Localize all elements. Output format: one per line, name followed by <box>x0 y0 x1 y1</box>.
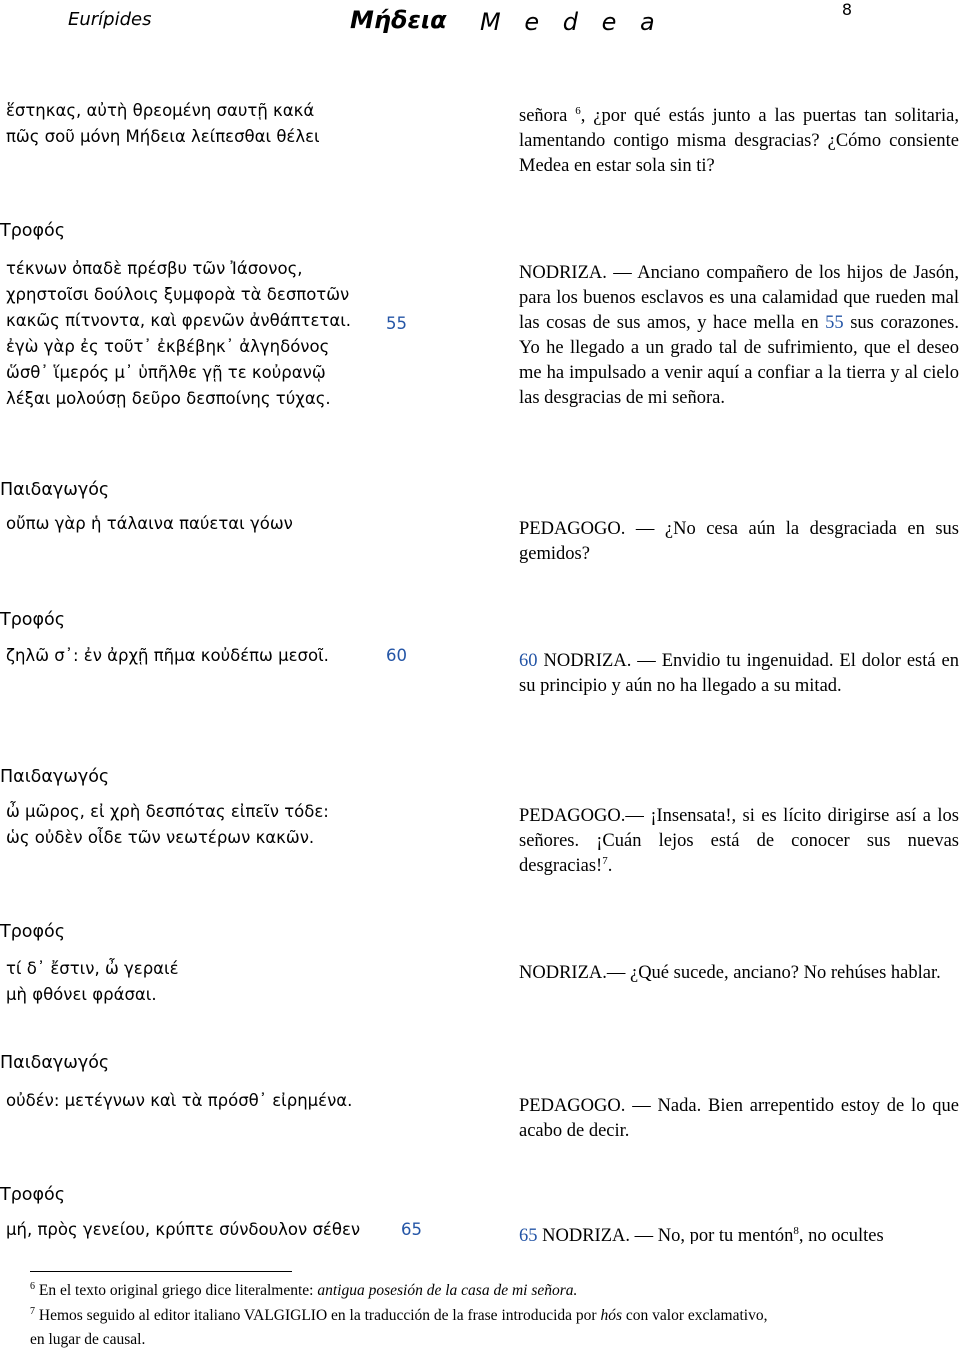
greek-line: ὦ μῶρος, εἰ χρὴ δεσπότας εἰπεῖν τόδε: <box>6 802 329 821</box>
translation-text: NODRIZA. — Anciano compañero de los hijos de Jasón, para los buenos esclavos es una calamidad que rueden mal las cosas de sus amos, y hace mella en <box>519 263 959 333</box>
translation-paragraph <box>519 804 959 879</box>
speaker-label: Παιδαγωγός <box>0 480 110 500</box>
line-number: 60 <box>386 646 407 665</box>
translation-text: sus corazones. Yo he llegado a un grado tal de sufrimiento, que el deseo me ha impulsado a venir aquí a confiar a la tierra y al cielo las desgracias de mi señora. <box>519 313 959 408</box>
greek-line: μὴ φθόνει φράσαι. <box>6 985 157 1004</box>
greek-text <box>6 799 329 851</box>
greek-line: ἕστηκας, αὐτὴ θρεομένη σαυτῇ κακά <box>6 101 315 120</box>
translation-text: PEDAGOGO.— ¡Insensata!, si es lícito dirigirse así a los señores. ¡Cuán lejos está de conocer sus nuevas desgracias! <box>519 806 959 876</box>
translation-paragraph-cut <box>519 1224 960 1244</box>
line-number: 55 <box>386 314 407 333</box>
footnote-ref: 6 <box>575 104 581 117</box>
line-number: 65 <box>519 1226 538 1244</box>
greek-line: ὥσθ᾽ ἵμερός μ᾽ ὑπῆλθε γῇ τε κοὐρανῷ <box>6 363 326 382</box>
greek-line: ζηλῶ σ᾽: ἐν ἀρχῇ πῆμα κοὐδέπω μεσοῖ. <box>6 646 329 665</box>
speaker-label: Τροφός <box>0 1185 66 1205</box>
line-number: 60 <box>519 651 538 671</box>
line-number: 65 <box>401 1220 422 1239</box>
greek-line: ὡς οὐδὲν οἶδε τῶν νεωτέρων κακῶν. <box>6 828 315 847</box>
greek-line: τί δ᾽ ἔστιν, ὦ γεραιέ <box>6 959 179 978</box>
translation-paragraph <box>519 104 959 179</box>
speaker-label: Τροφός <box>0 922 66 942</box>
translation-paragraph: NODRIZA.— ¿Qué sucede, anciano? No rehúses hablar. <box>519 963 941 983</box>
footnote-ref: 7 <box>602 854 608 867</box>
page-number: 8 <box>841 0 852 19</box>
greek-text <box>6 643 329 669</box>
greek-text <box>6 256 351 412</box>
header-title-greek: Μήδεια <box>350 6 447 34</box>
greek-text <box>6 1217 360 1243</box>
header-title-latin: M e d e a <box>480 8 663 36</box>
greek-line: τέκνων ὀπαδὲ πρέσβυ τῶν Ἰάσονος, <box>6 259 303 278</box>
greek-line: χρηστοῖσι δούλοις ξυμφορὰ τὰ δεσποτῶν <box>6 285 350 304</box>
footnote-ref: 8 <box>793 1224 799 1237</box>
line-number: 55 <box>825 313 844 333</box>
translation-paragraph: PEDAGOGO. — Nada. Bien arrepentido estoy de lo que acabo de decir. <box>519 1096 959 1141</box>
greek-text <box>6 511 293 537</box>
footnote-italic: hós <box>600 1307 622 1324</box>
footnote-number: 7 <box>30 1305 35 1317</box>
greek-line: οὐδέν: μετέγνων καὶ τὰ πρόσθ᾽ εἰρημένα. <box>6 1091 353 1110</box>
greek-line: λέξαι μολούσῃ δεῦρο δεσποίνης τύχας. <box>6 389 331 408</box>
greek-text <box>6 1088 352 1114</box>
translation-paragraph: PEDAGOGO. — ¿No cesa aún la desgraciada en sus gemidos? <box>519 519 959 564</box>
translation-text: NODRIZA. — Envidio tu ingenuidad. El dolor está en su principio y aún no ha llegado a su mitad. <box>519 651 959 696</box>
footnote-italic: antigua posesión de la casa de mi señora. <box>317 1282 578 1299</box>
footnote-text: Hemos seguido al editor italiano VALGIGLIO en la traducción de la frase introducida por <box>38 1307 601 1324</box>
footnote-continuation: en lugar de causal. <box>30 1331 146 1348</box>
greek-line: μή, πρὸς γενείου, κρύπτε σύνδουλον σέθεν <box>6 1220 361 1239</box>
translation-text: . <box>607 856 613 876</box>
footnote <box>30 1280 577 1302</box>
greek-line: πῶς σοῦ μόνη Μήδεια λείπεσθαι θέλει <box>6 127 320 146</box>
greek-line: ἐγὼ γὰρ ἐς τοῦτ᾽ ἐκβέβηκ᾽ ἀλγηδόνος <box>6 337 330 356</box>
footnote-text: con valor exclamativo, <box>622 1307 768 1324</box>
translation-text: , ¿por qué estás junto a las puertas tan solitaria, lamentando contigo misma desgracias? ¿Cómo consiente Medea en estar sola sin ti? <box>519 106 960 176</box>
speaker-label: Τροφός <box>0 610 66 630</box>
translation-text: NODRIZA. — No, por tu mentón <box>542 1226 794 1244</box>
speaker-label: Τροφός <box>0 221 66 241</box>
footnote-divider <box>30 1271 292 1272</box>
greek-text <box>6 956 179 1008</box>
greek-line: κακῶς πίτνοντα, καὶ φρενῶν ἀνθάπτεται. <box>6 311 352 330</box>
header-author: Eurípides <box>68 9 152 30</box>
speaker-label: Παιδαγωγός <box>0 1053 110 1073</box>
greek-line: οὔπω γὰρ ἡ τάλαινα παύεται γόων <box>6 514 293 533</box>
greek-text <box>6 98 320 150</box>
speaker-label: Παιδαγωγός <box>0 767 110 787</box>
footnote-number: 6 <box>30 1280 35 1292</box>
translation-paragraph <box>519 261 959 411</box>
translation-text: , no ocultes <box>798 1226 884 1244</box>
translation-text: señora <box>519 106 568 126</box>
footnote-text: En el texto original griego dice literalmente: <box>38 1282 318 1299</box>
translation-paragraph <box>519 649 959 699</box>
footnote <box>30 1305 767 1327</box>
